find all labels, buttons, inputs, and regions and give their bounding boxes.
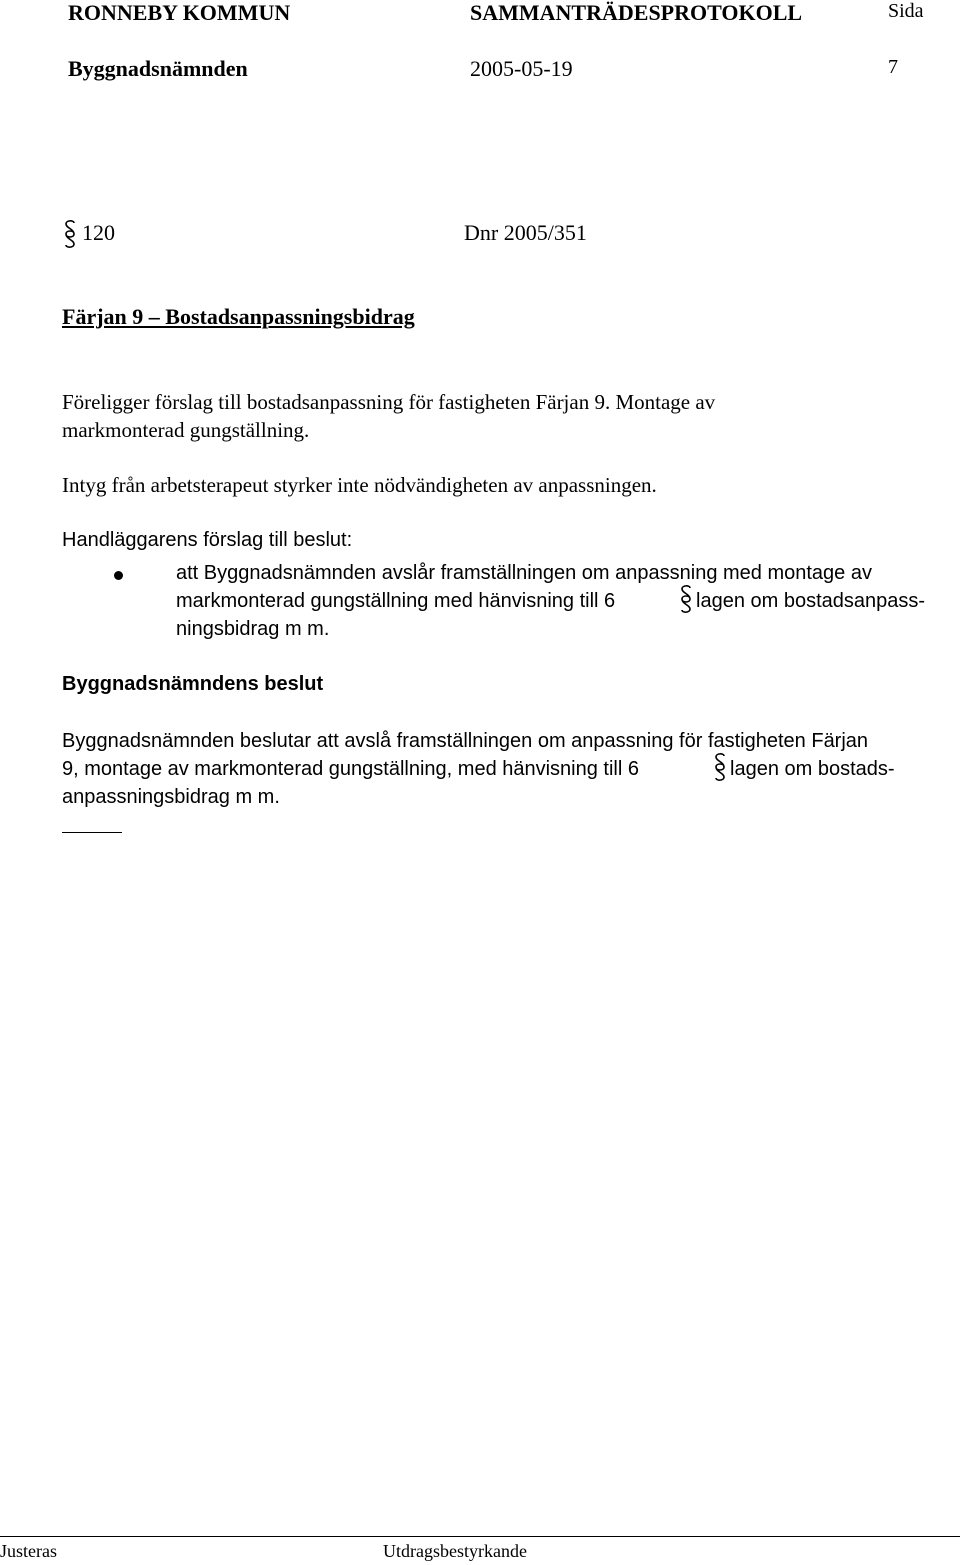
case-number: 120 [82,220,115,245]
end-rule [62,832,122,833]
proposal-heading: Handläggarens förslag till beslut: [62,529,353,551]
decision-heading: Byggnadsnämndens beslut [62,673,324,695]
bullet-line-2a: markmonterad gungställning med hänvisning till 6 [176,590,616,612]
footer-divider [0,1536,960,1537]
bullet-line-2b: lagen om bostadsanpass- [696,590,926,612]
case-title: Färjan 9 – Bostadsanpassningsbidrag [62,304,415,329]
page-label: Sida [888,0,924,22]
diary-number: Dnr 2005/351 [464,220,587,245]
org-name: RONNEBY KOMMUN [68,0,291,25]
document-type: SAMMANTRÄDESPROTOKOLL [470,0,803,25]
paragraph-2: Intyg från arbetsterapeut styrker inte nödvändigheten av anpassningen. [62,473,657,497]
section-sign-icon [62,219,78,249]
page-number: 7 [888,56,898,78]
footer-utdragsbestyrkande: Utdragsbestyrkande [383,1541,527,1561]
footer-justeras: Justeras [0,1541,57,1561]
paragraph-1-line-1: Föreligger förslag till bostadsanpassning för fastigheten Färjan 9. Montage av [62,390,716,414]
decision-line-1: Byggnadsnämnden beslutar att avslå framställningen om anpassning för fastigheten Färjan [62,730,869,752]
bullet-line-3: ningsbidrag m m. [176,618,330,640]
decision-line-2a: 9, montage av markmonterad gungställning, med hänvisning till 6 [62,758,639,780]
meeting-date: 2005-05-19 [470,56,573,81]
bullet-line-1: att Byggnadsnämnden avslår framställningen om anpassning med montage av [176,562,872,584]
bullet-icon [114,571,123,580]
paragraph-1-line-2: markmonterad gungställning. [62,418,310,442]
decision-line-2b: lagen om bostads- [730,758,895,780]
section-sign-icon [678,584,694,614]
committee-name: Byggnadsnämnden [68,56,248,81]
decision-line-3: anpassningsbidrag m m. [62,786,280,808]
section-sign-icon [712,752,728,782]
